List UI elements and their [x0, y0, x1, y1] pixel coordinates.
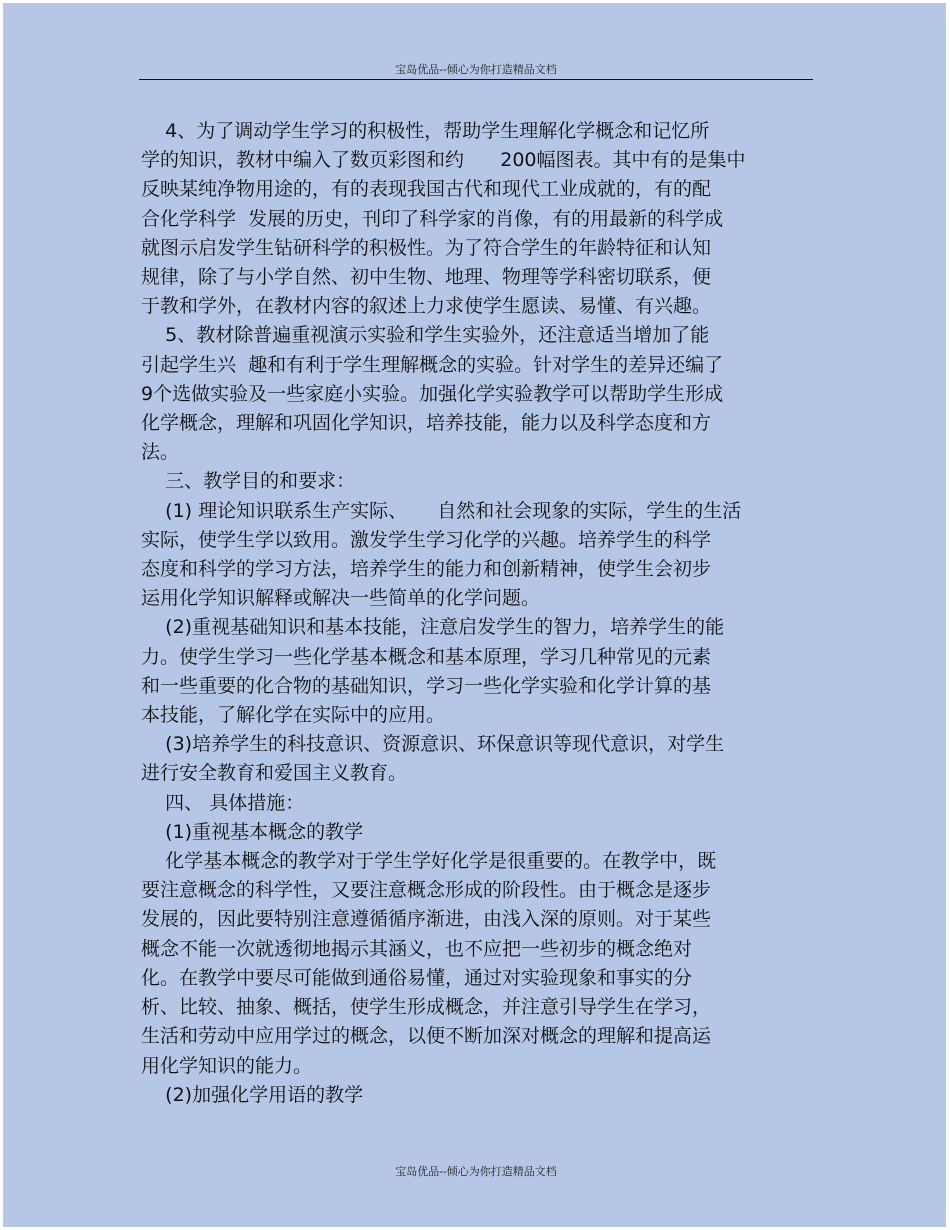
- text-line: 法。: [141, 441, 180, 464]
- document-body: [141, 117, 791, 1110]
- text-line: 引起学生兴 趣和有利于学生理解概念的实验。针对学生的差异还编了: [141, 353, 724, 376]
- text-line: 要注意概念的科学性，又要注意概念形成的阶段性。由于概念是逐步: [141, 879, 712, 902]
- text-line: 5、教材除普遍重视演示实验和学生实验外，还注意适当增加了能: [141, 324, 710, 347]
- text-line: 本技能，了解化学在实际中的应用。: [141, 704, 446, 727]
- text-line: 化学概念，理解和巩固化学知识，培养技能，能力以及科学态度和方: [141, 412, 712, 435]
- text-line: 概念不能一次就透彻地揭示其涵义，也不应把一些初步的概念绝对: [141, 937, 693, 960]
- text-line: 合化学科学 发展的历史，刊印了科学家的肖像，有的用最新的科学成: [141, 207, 724, 230]
- text-line: 用化学知识的能力。: [141, 1054, 313, 1077]
- text-line: 学的知识，教材中编入了数页彩图和约 200幅图表。其中有的是集中: [141, 149, 746, 172]
- text-line: 进行安全教育和爱国主义教育。: [141, 762, 408, 785]
- text-line: 化。在教学中要尽可能做到通俗易懂，通过对实验现象和事实的分: [141, 966, 693, 989]
- text-line: 发展的，因此要特别注意遵循循序渐进，由浅入深的原则。对于某些: [141, 908, 712, 931]
- text-line: 于教和学外，在教材内容的叙述上力求使学生愿读、易懂、有兴趣。: [141, 295, 712, 318]
- text-line: 生活和劳动中应用学过的概念，以便不断加深对概念的理解和提高运: [141, 1025, 712, 1048]
- text-line: 4、为了调动学生学习的积极性，帮助学生理解化学概念和记忆所: [141, 120, 710, 142]
- text-line: 析、比较、抽象、概括，使学生形成概念，并注意引导学生在学习，: [141, 996, 712, 1019]
- text-line: (1) 理论知识联系生产实际、 自然和社会现象的实际，学生的生活: [141, 499, 742, 522]
- text-line: 规律，除了与小学自然、初中生物、地理、物理等学科密切联系，便: [141, 266, 712, 289]
- text-line: (2)重视基础知识和基本技能，注意启发学生的智力，培养学生的能: [141, 616, 725, 639]
- page-header: 宝岛优品--倾心为你打造精品文档: [395, 63, 557, 76]
- text-line: 就图示启发学生钻研科学的积极性。为了符合学生的年龄特征和认知: [141, 236, 712, 259]
- header-divider: [139, 79, 813, 80]
- text-line: (2)加强化学用语的教学: [141, 1083, 364, 1106]
- text-line: 四、 具体措施：: [141, 791, 305, 814]
- text-line: 反映某纯净物用途的，有的表现我国古代和现代工业成就的，有的配: [141, 178, 712, 201]
- page-footer: 宝岛优品--倾心为你打造精品文档: [395, 1165, 557, 1178]
- text-line: 态度和科学的学习方法，培养学生的能力和创新精神，使学生会初步: [141, 558, 712, 581]
- text-line: 化学基本概念的教学对于学生学好化学是很重要的。在教学中，既: [141, 850, 717, 873]
- text-line: 力。使学生学习一些化学基本概念和基本原理，学习几种常见的元素: [141, 645, 712, 668]
- document-page: [3, 3, 946, 1227]
- text-line: (1)重视基本概念的教学: [141, 820, 364, 843]
- text-line: 运用化学知识解释或解决一些简单的化学问题。: [141, 587, 541, 610]
- text-line: 三、教学目的和要求：: [141, 470, 356, 493]
- text-line: 和一些重要的化合物的基础知识，学习一些化学实验和化学计算的基: [141, 674, 712, 697]
- text-line: (3)培养学生的科技意识、资源意识、环保意识等现代意识，对学生: [141, 733, 725, 756]
- text-line: 实际，使学生学以致用。激发学生学习化学的兴趣。培养学生的科学: [141, 528, 712, 551]
- text-line: 9个选做实验及一些家庭小实验。加强化学实验教学可以帮助学生形成: [141, 382, 724, 405]
